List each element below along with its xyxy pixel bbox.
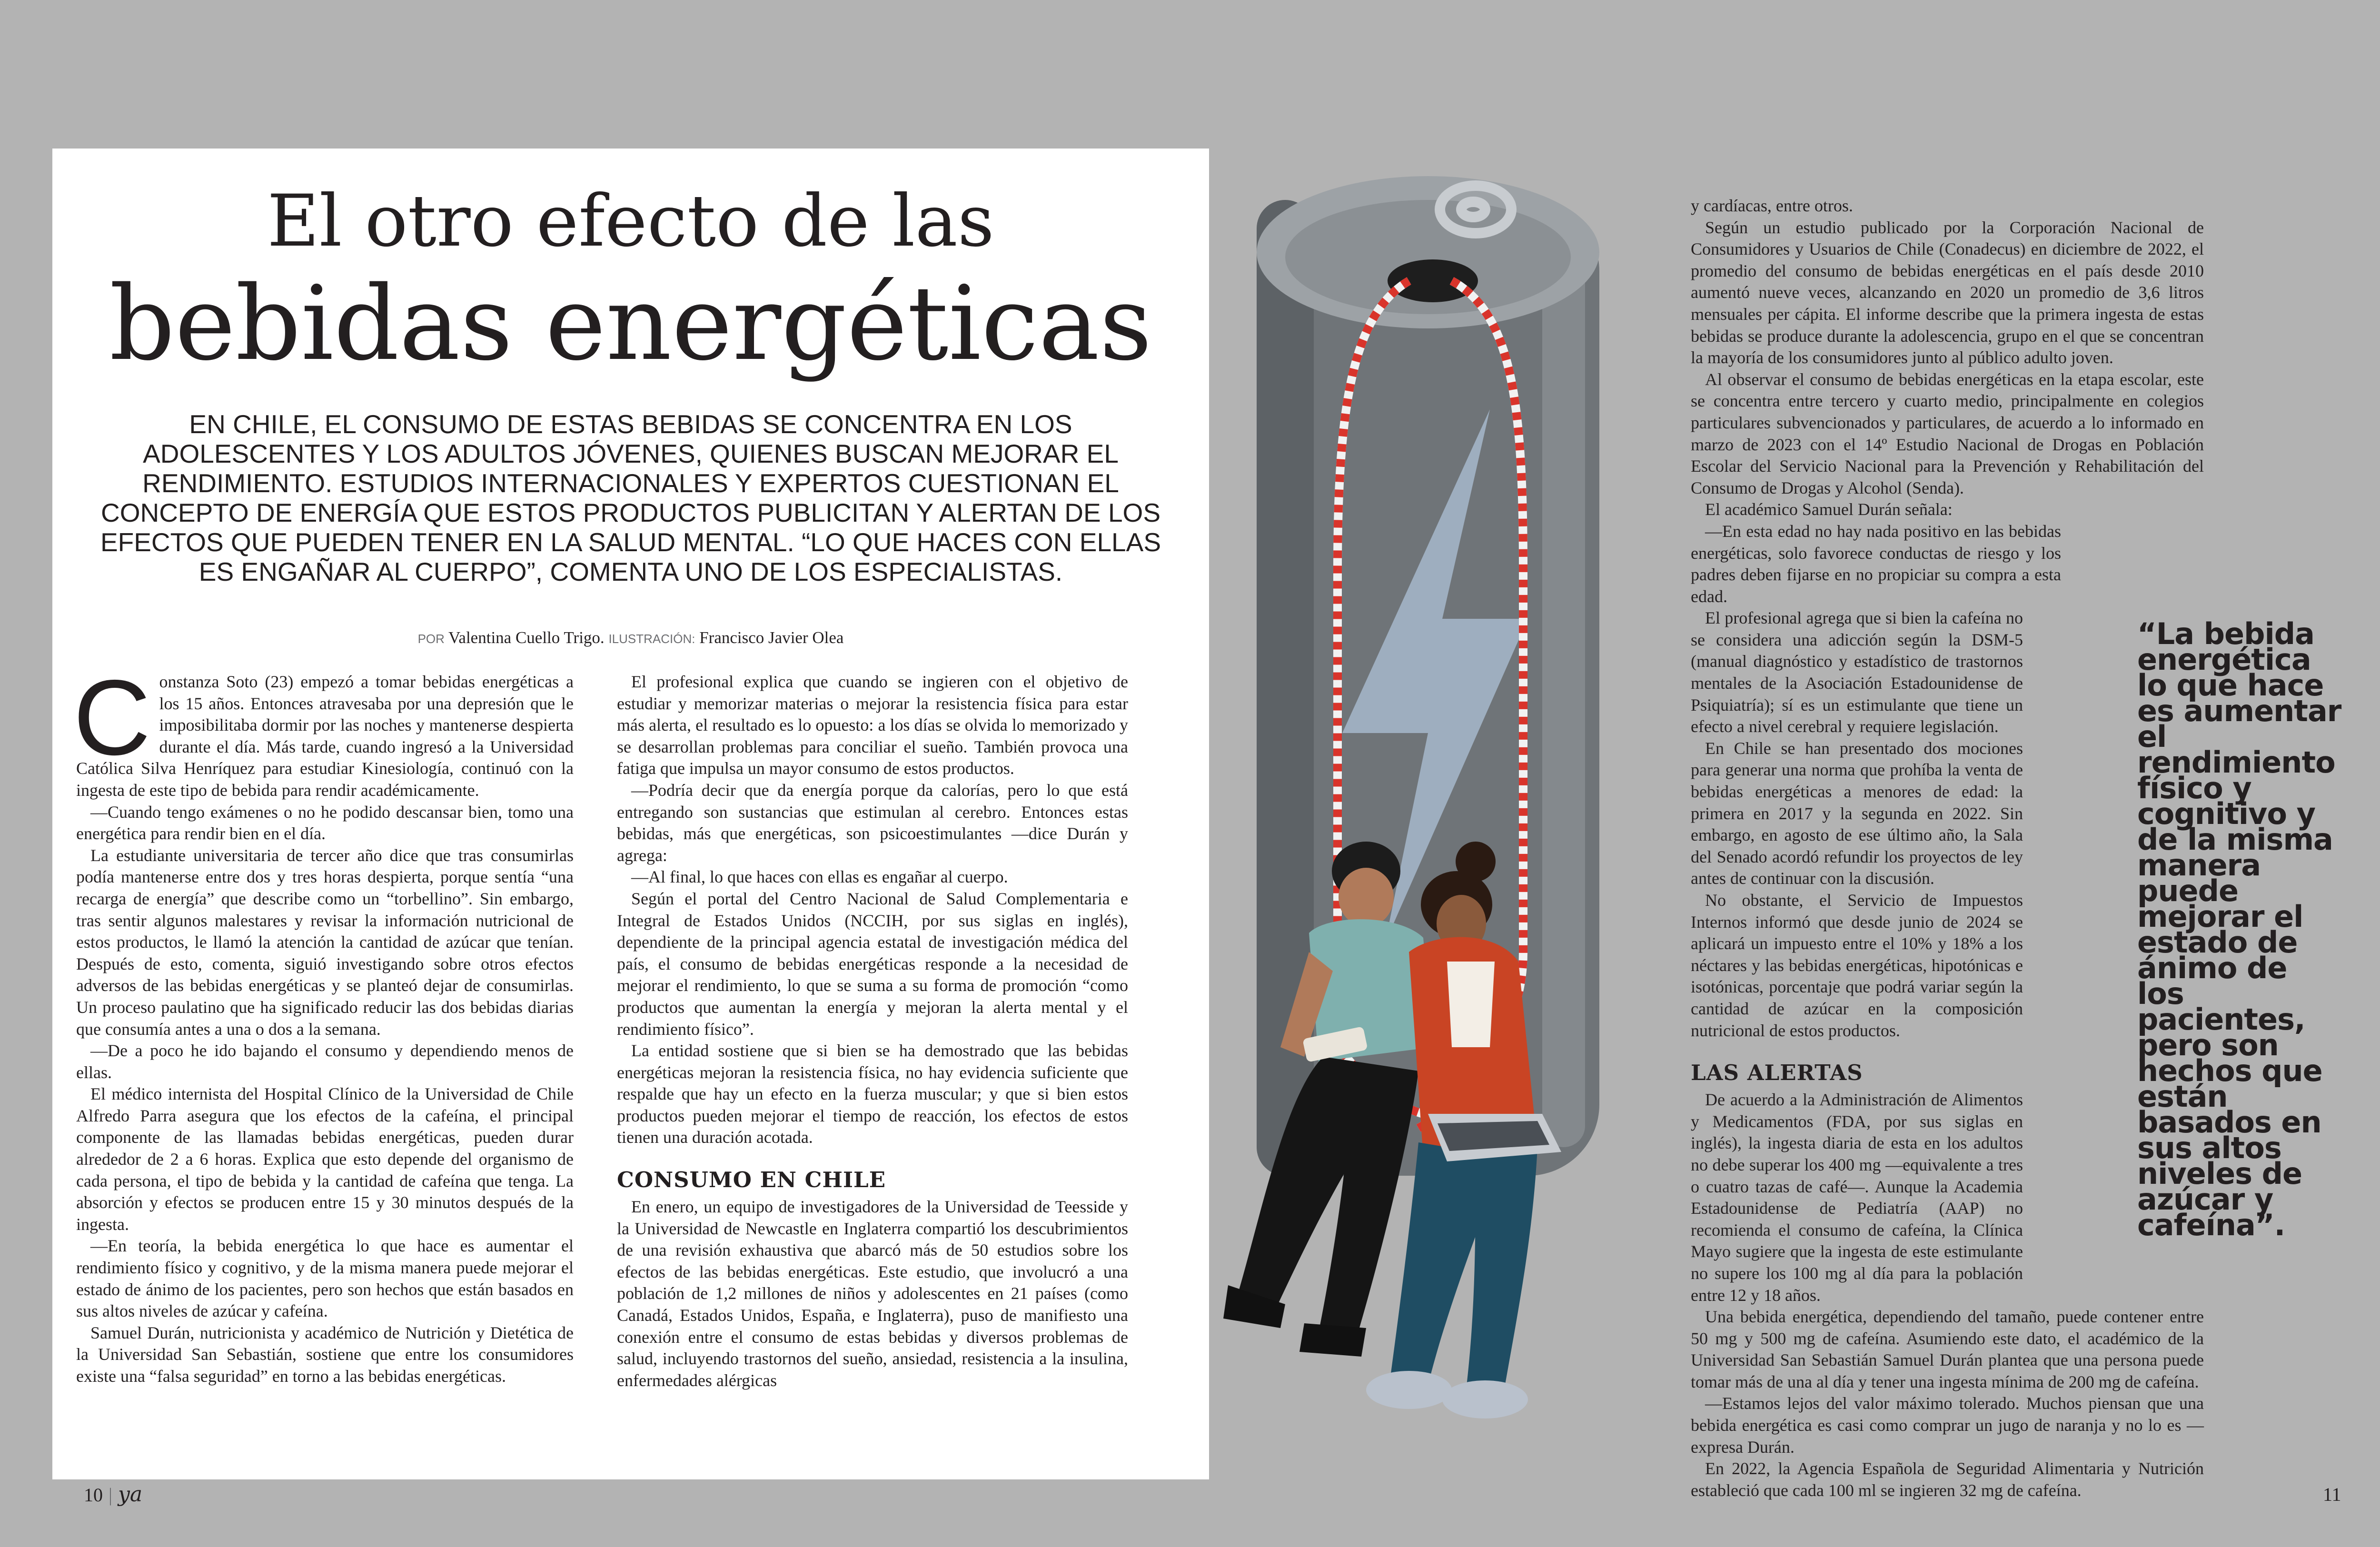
magazine-logo: ya (118, 1482, 143, 1507)
body-paragraph: La entidad sostiene que si bien se ha demostrado que las bebidas energéticas mejoran la resistencia física, no hay evidencia suficiente que respalde que hay un efecto en la fuerza muscular; y que si bien estos productos pueden mejorar el tiempo de reacción, los efectos de estos tienen una duración acotada. (617, 1041, 1128, 1147)
body-paragraph: El profesional explica que cuando se ingieren con el objetivo de estudiar y memorizar materias o mejorar la resistencia física para estar más alerta, el resultado es lo opuesto: a los días se olvida lo memorizado y se desarrollan problemas para conciliar el sueño. También provoca una fatiga que impulsa un mayor consumo de estos productos. (617, 672, 1128, 778)
body-paragraph-text: onstanza Soto (23) empezó a tomar bebidas energéticas a los 15 años. Entonces atravesaba por una depresión que le imposibilitaba dormir por las noches y mantenerse despierta durante el día. Más tarde, cuando ingresó a la Universidad Católica Silva Henríquez para estudiar Kinesiología, continuó con la ingesta de este tipo de bebida para rendir académicamente. (76, 672, 574, 800)
deck: EN CHILE, EL CONSUMO DE ESTAS BEBIDAS SE CONCENTRA EN LOS ADOLESCENTES Y LOS ADULTOS JÓVENES, QUIENES BUSCAN MEJORAR EL RENDIMIENTO. ESTUDIOS INTERNACIONALES Y EXPERTOS CUESTIONAN EL CONCEPTO DE ENERGÍA QUE ESTOS PRODUCTOS PUBLICITAN Y ALERTAN DE LOS EFECTOS QUE PUEDEN TENER EN LA SALUD MENTAL. “LO QUE HACES CON ELLAS ES ENGAÑAR AL CUERPO”, COMENTA UNO DE LOS ESPECIALISTAS. (100, 409, 1161, 586)
body-paragraph: La estudiante universitaria de tercer año dice que tras consumirlas podía mantenerse entre dos y tres horas despierta, porque sentía “una recarga de energía” que describe como un “torbellino”. Sin embargo, tras sentir algunos malestares y revisar la información nutricional de estos productos, le llamó la atención la cantidad de azúcar que tenían. Después de esto, comenta, siguió investigando sobre otros efectos adversos de las bebidas energéticas y se planteó dejar de consumirlas. Un proceso paulatino que ha significado reducir las dos bebidas diarias que consumía antes a una o dos a la semana. (76, 845, 574, 1039)
byline (52, 628, 1209, 648)
body-paragraph: En 2022, la Agencia Española de Seguridad Alimentaria y Nutrición estableció que cada 100 ml se ingieren 32 mg de cafeína. (1691, 1459, 2204, 1500)
body-paragraph: —Cuando tengo exámenes o no he podido descansar bien, tomo una energética para rendir bien en el día. (76, 802, 574, 843)
body-paragraph: —En teoría, la bebida energética lo que hace es aumentar el rendimiento físico y cognitivo, y de la misma manera puede mejorar el estado de ánimo de los pacientes, pero son hechos que están basados en sus altos niveles de azúcar y cafeína. (76, 1236, 574, 1321)
folio-separator: | (109, 1484, 113, 1506)
body-paragraph: Samuel Durán, nutricionista y académico de Nutrición y Dietética de la Universidad San Sebastián, sostiene que entre los consumidores existe una “falsa seguridad” en torno a las bebidas energéticas. (76, 1323, 574, 1386)
body-paragraph: —Podría decir que da energía porque da calorías, pero lo que está entregando son sustancias que estimulan al cerebro. Entonces estas bebidas, más que energéticas, son psicoestimulantes —dice Durán y agrega: (617, 780, 1128, 865)
body-paragraph: El médico internista del Hospital Clínico de la Universidad de Chile Alfredo Parra asegura que los efectos de la cafeína, el principal componente de las llamadas bebidas energéticas, pueden durar alrededor de 2 a 6 horas. Explica que esto depende del organismo de cada persona, el tipo de bebida y la cantidad de cafeína que tenga. La absorción y efectos se producen entre 15 y 30 minutos después de la ingesta. (76, 1084, 574, 1234)
page-number-left: 10 (84, 1484, 103, 1506)
body-paragraph: —En esta edad no hay nada positivo en las bebidas energéticas, solo favorece conductas de riesgo y los padres deben fijarse en no propiciar su compra a esta edad. (1691, 521, 2061, 606)
headline-line-1: El otro efecto de las (267, 180, 994, 263)
body-paragraph: —Estamos lejos del valor máximo tolerado. Muchos piensan que una bebida energética es casi como comprar un jugo de naranja y no lo es —expresa Durán. (1691, 1394, 2204, 1457)
body-paragraph: No obstante, el Servicio de Impuestos Internos informó que desde junio de 2024 se aplicará un impuesto entre el 10% y 18% a los néctares y las bebidas energéticas, hipotónicas e isotónicas, porcentaje que podrá variar según la cantidad de azúcar en la composición nutricional de estos productos. (1691, 891, 2023, 1040)
body-paragraph: Según el portal del Centro Nacional de Salud Complementaria e Integral de Estados Unidos (NCCIH, por sus siglas en inglés), dependiente de la principal agencia estatal de investigación médica del país, el consumo de bebidas energéticas responde a la necesidad de mejorar el rendimiento, lo que se suma a su forma de promoción “como productos que aumentan la energía y mejoran la alerta mental y el rendimiento físico”. (617, 889, 1128, 1039)
byline-illustrator: Francisco Javier Olea (699, 628, 844, 647)
section-heading-alertas: LAS ALERTAS (1691, 1060, 1863, 1086)
body-paragraph: Una bebida energética, dependiendo del tamaño, puede contener entre 50 mg y 500 mg de cafeína. Asumiendo este dato, el académico de la Universidad San Sebastián Samuel Durán plantea que una persona puede tomar más de una al día y tener una ingesta mínima de 200 mg de cafeína. (1691, 1307, 2204, 1391)
body-paragraph: Al observar el consumo de bebidas energéticas en la etapa escolar, este se concentra entre tercero y cuarto medio, principalmente en colegios particulares subvencionados y particulares, de acuerdo a lo informado en marzo de 2023 con el 14º Estudio Nacional de Drogas en Población Escolar del Servicio Nacional para la Prevención y Rehabilitación del Consumo de Drogas y Alcohol (Senda). (1691, 369, 2204, 497)
byline-illustration-label: ILUSTRACIÓN: (608, 632, 695, 646)
body-paragraph: —De a poco he ido bajando el consumo y dependiendo menos de ellas. (76, 1041, 574, 1082)
energy-can-illustration (1209, 143, 1690, 1428)
drop-cap: C (73, 657, 151, 777)
headline-line-2: bebidas energéticas (109, 264, 1152, 383)
body-paragraph: y cardíacas, entre otros. (1691, 196, 1853, 215)
byline-author: Valentina Cuello Trigo. (448, 628, 605, 647)
section-heading-consumo: CONSUMO EN CHILE (617, 1167, 886, 1193)
body-paragraph: —Al final, lo que haces con ellas es engañar al cuerpo. (631, 867, 1008, 887)
body-column-1 (73, 657, 574, 1388)
body-paragraph: El académico Samuel Durán señala: (1705, 500, 1953, 519)
body-paragraph (73, 657, 574, 802)
body-paragraph: De acuerdo a la Administración de Alimentos y Medicamentos (FDA, por sus siglas en inglés), la ingesta diaria de esta en los adultos no debe superar los 400 mg —equivalente a tres o cuatro tazas de café—. Aunque la Academia Estadounidense de Pediatría (AAP) no recomienda el consumo de cafeína, la Clínica Mayo sugiere que la ingesta de este estimulante no supere los 100 mg al día para la población entre 12 y 18 años. (1691, 1090, 2023, 1305)
body-paragraph: Según un estudio publicado por la Corporación Nacional de Consumidores y Usuarios de Chile (Conadecus) en diciembre de 2022, el promedio del consumo de bebidas energéticas en el país desde 2010 aumentó nueve veces, alcanzando en 2020 un promedio de 3,6 litros mensuales per cápita. El informe describe que la primera ingesta de estas bebidas se produce durante la adolescencia, grupo en el que se concentran la mayoría de los consumidores junto al público adulto joven. (1691, 218, 2204, 367)
byline-por-label: POR (417, 632, 445, 646)
body-paragraph: En Chile se han presentado dos mociones para generar una norma que prohíba la venta de bebidas energéticas a menores de edad: la primera en 2017 y la segunda en 2022. Sin embargo, en agosto de ese último año, la Sala del Senado acordó refundir los proyectos de ley antes de continuar con la discusión. (1691, 738, 2023, 888)
body-paragraph: El profesional agrega que si bien la cafeína no se considera una adicción según la DSM-5 (manual diagnóstico y estadístico de trastornos mentales de la Asociación Estadounidense de Psiquiatría); sí es un estimulante que tiene un efecto a nivel cerebral y requiere legislación. (1691, 608, 2023, 736)
body-paragraph: En enero, un equipo de investigadores de la Universidad de Teesside y la Universidad de Newcastle en Inglaterra compartió los descubrimientos de una revisión exhaustiva que abarcó más de 50 estudios sobre los efectos de las bebidas energéticas. Este estudio, que involucró a una población de 1,2 millones de niños y adolescentes en 21 países (como Canadá, Estados Unidos, España, e Inglaterra), puso de manifiesto una conexión entre el consumo de estas bebidas y diversos problemas de salud, incluyendo trastornos del sueño, ansiedad, resistencia a la insulina, enfermedades alérgicas (617, 1197, 1128, 1390)
page-number-right: 11 (2323, 1484, 2341, 1505)
body-column-2 (617, 671, 1128, 1391)
body-column-3 (1691, 195, 2204, 1501)
folio-left (84, 1483, 142, 1507)
pull-quote: “La bebida energética lo que hace es aumentar el rendimiento físico y cognitivo y de la misma manera puede mejorar el estado de ánimo de los pacientes, pero son hechos que están basados en sus altos niveles de azúcar y cafeína”. (2137, 616, 2341, 1242)
